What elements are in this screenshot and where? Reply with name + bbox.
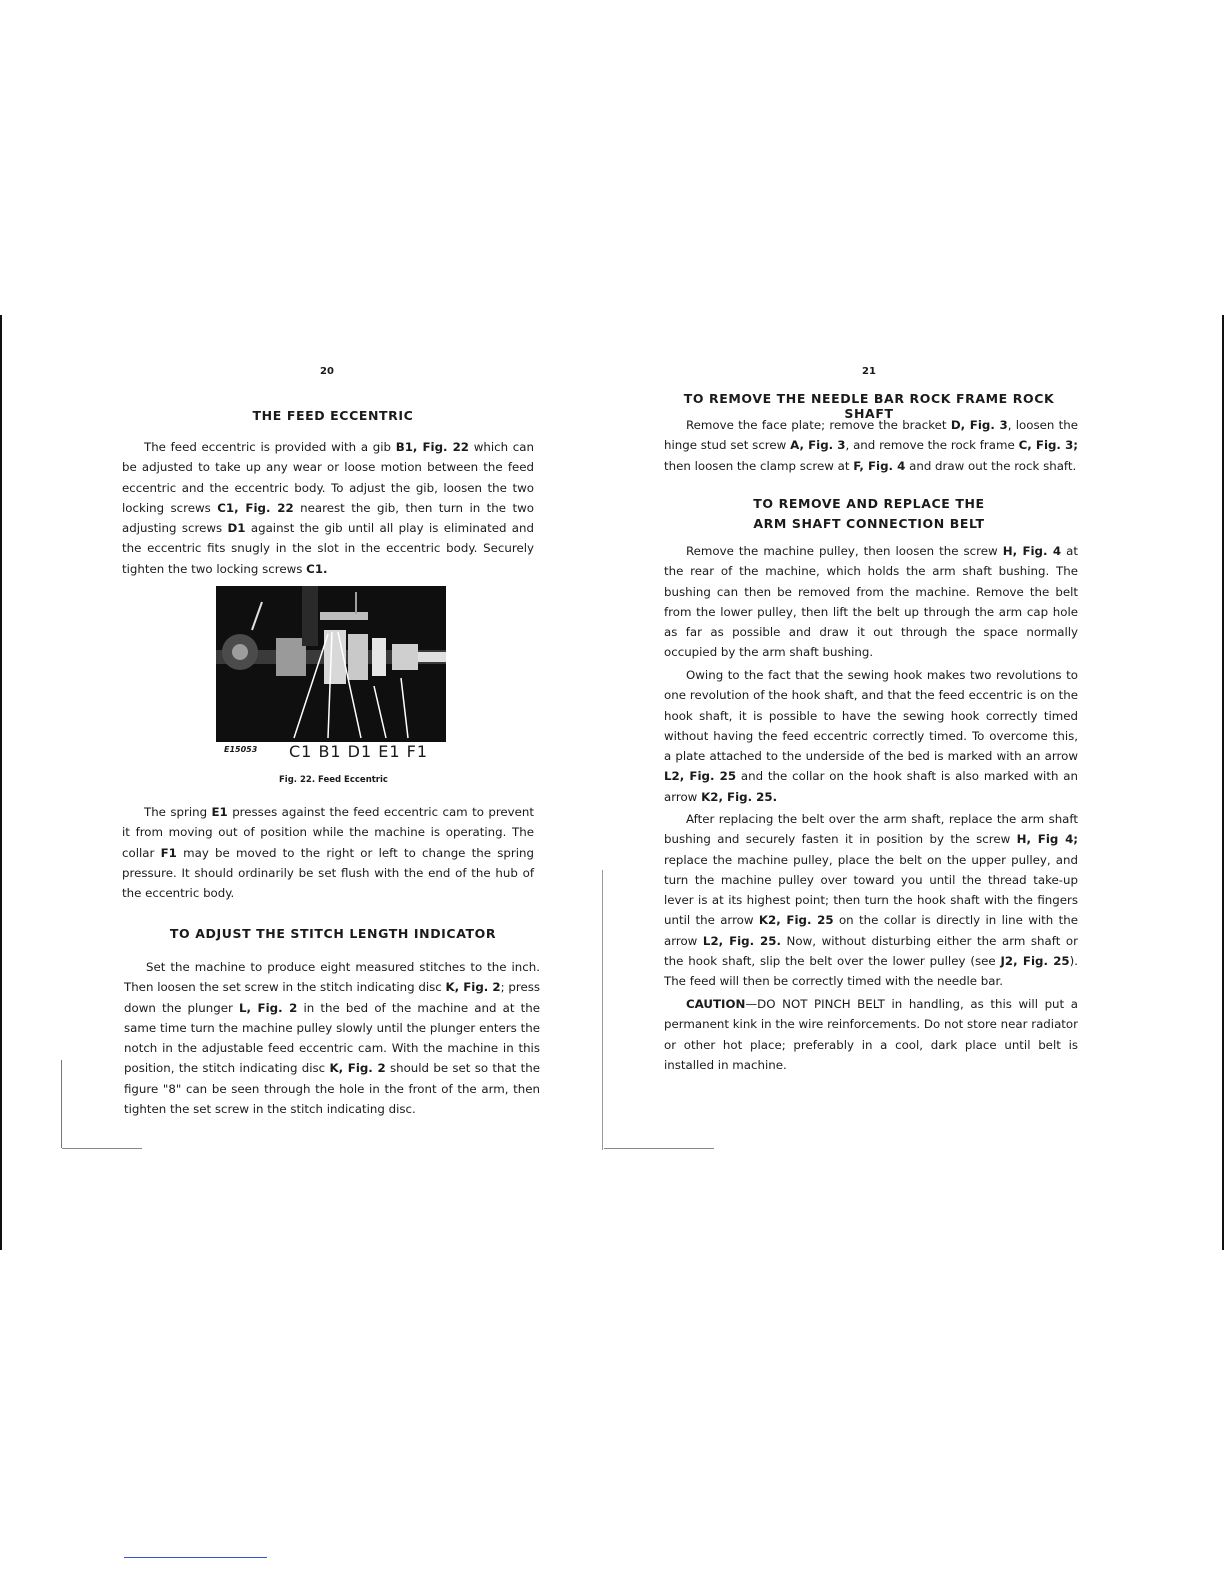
- section-title-belt-line2: ARM SHAFT CONNECTION BELT: [753, 516, 985, 531]
- text-run: nearest the gib, then turn in the two adjusting screws: [122, 500, 534, 536]
- section-title-feed-eccentric: THE FEED ECCENTRIC: [252, 408, 414, 423]
- text-run: and draw out the rock shaft.: [905, 458, 1077, 473]
- text-run: ; press down the plunger: [124, 980, 541, 1015]
- text-run: ). The feed will then be correctly timed with the needle bar.: [664, 954, 1078, 989]
- text-run: and the collar on the hook shaft is also marked with an arrow: [664, 769, 1078, 804]
- text-run: replace the machine pulley, place the belt on the upper pulley, and turn the machine pulley over toward you until the thread take-up lever is at its highest point; then turn the hook shaft with the fingers until the arrow: [664, 852, 1078, 928]
- bottom-link-underline: [124, 1557, 267, 1558]
- bold-reference: D, Fig. 3: [950, 418, 1008, 432]
- left-page-margin-line: [62, 1148, 142, 1149]
- rock-shaft-paragraph: [664, 415, 1078, 476]
- text-run: against the gib until all play is eliminated and the eccentric fits snugly in the slot in the eccentric body. Securely tighten the two locking screws: [122, 521, 534, 576]
- feed-eccentric-paragraph: [122, 437, 534, 579]
- bold-reference: E1: [211, 805, 228, 819]
- text-run: may be moved to the right or left to change the spring pressure. It should ordinarily be set flush with the end of the hub of the eccentric body.: [122, 845, 534, 901]
- bold-reference: K, Fig. 2: [329, 1061, 386, 1076]
- stitch-length-paragraph: [124, 957, 540, 1119]
- belt-paragraph-2: [664, 665, 1078, 807]
- page-number-right: 21: [862, 366, 876, 377]
- text-run: which can be adjusted to take up any wear or loose motion between the feed eccentric and the eccentric body. To adjust the gib, loosen the two locking screws: [122, 440, 534, 515]
- figure-caption: Fig. 22. Feed Eccentric: [279, 775, 388, 785]
- bold-reference: L2, Fig. 25.: [702, 933, 781, 948]
- text-run: at the rear of the machine, which holds the arm shaft bushing. The bushing can then be removed from the machine. Remove the belt from the lower pulley, then lift the belt up through the arm cap hole as far as possible and draw it out through the space normally occupied by the arm shaft bushing.: [664, 544, 1078, 660]
- bold-reference: CAUTION: [686, 997, 746, 1011]
- bold-reference: B1, Fig. 22: [395, 440, 470, 454]
- text-run: , loosen the hinge stud set screw: [664, 418, 1078, 453]
- bold-reference: J2, Fig. 25: [1000, 954, 1070, 969]
- bold-reference: C1.: [306, 561, 328, 576]
- text-run: The feed eccentric is provided with a gib: [144, 440, 396, 454]
- text-run: After replacing the belt over the arm shaft, replace the arm shaft bushing and securely fasten it in position by the screw: [664, 812, 1078, 847]
- machine-part-illustration: [216, 586, 446, 742]
- figure-part-labels: C1 B1 D1 E1 F1: [289, 742, 429, 761]
- left-page-side-line: [61, 1060, 62, 1148]
- text-run: in the bed of the machine and at the same time turn the machine pulley slowly until the plunger enters the notch in the adjustable feed eccentric cam. With the machine in this position, the stitch indicating disc: [124, 1000, 541, 1076]
- feed-eccentric-photo: [216, 586, 446, 742]
- bold-reference: F1: [160, 845, 177, 860]
- bold-reference: H, Fig. 4: [1002, 544, 1062, 558]
- bold-reference: K2, Fig. 25.: [701, 789, 778, 804]
- text-run: Set the machine to produce eight measured stitches to the inch. Then loosen the set screw in the stitch indicating disc: [124, 960, 540, 995]
- scan-left-edge: [0, 315, 2, 1250]
- bold-reference: A, Fig. 3: [790, 438, 846, 453]
- text-run: Owing to the fact that the sewing hook makes two revolutions to one revolution of the hook shaft, and that the feed eccentric is on the hook shaft, it is possible to have the sewing hook correctly timed without having the feed eccentric correctly timed. To overcome this, a plate attached to the underside of the bed is marked with an arrow: [664, 668, 1078, 764]
- section-title-rock-shaft: TO REMOVE THE NEEDLE BAR ROCK FRAME ROCK SHAFT: [683, 391, 1055, 421]
- bold-reference: F, Fig. 4: [853, 458, 906, 473]
- text-run: Remove the machine pulley, then loosen the screw: [686, 544, 1003, 558]
- bold-reference: H, Fig 4;: [1016, 832, 1078, 847]
- right-page-margin-line: [604, 1148, 714, 1149]
- belt-paragraph-1: [664, 541, 1078, 663]
- text-run: The spring: [144, 805, 212, 819]
- text-run: Remove the face plate; remove the bracket: [686, 418, 951, 432]
- text-run: should be set so that the figure "8" can be seen through the hole in the front of the arm, then tighten the set screw in the stitch indicating disc.: [124, 1061, 540, 1117]
- page-number-left: 20: [320, 366, 334, 377]
- figure-code: E15053: [224, 745, 258, 754]
- spring-paragraph: [122, 802, 534, 903]
- text-run: Now, without disturbing either the arm shaft or the hook shaft, slip the belt over the lower pulley (see: [664, 933, 1078, 969]
- text-run: then loosen the clamp screw at: [664, 458, 854, 473]
- bold-reference: C, Fig. 3;: [1018, 438, 1079, 453]
- bold-reference: K, Fig. 2: [445, 980, 501, 995]
- section-title-stitch-length: TO ADJUST THE STITCH LENGTH INDICATOR: [169, 926, 497, 941]
- bold-reference: C1, Fig. 22: [217, 500, 294, 515]
- bold-reference: L, Fig. 2: [239, 1000, 298, 1015]
- bold-reference: L2, Fig. 25: [664, 769, 737, 784]
- bold-reference: K2, Fig. 25: [758, 913, 834, 928]
- text-run: on the collar is directly in line with the arrow: [664, 913, 1078, 948]
- caution-paragraph: [664, 994, 1078, 1075]
- text-run: , and remove the rock frame: [845, 438, 1019, 453]
- belt-paragraph-3: [664, 809, 1078, 992]
- text-run: presses against the feed eccentric cam to prevent it from moving out of position while the machine is operating. The collar: [122, 805, 535, 860]
- bold-reference: D1: [227, 521, 246, 536]
- right-page-side-line: [602, 870, 603, 1150]
- text-run: —DO NOT PINCH BELT in handling, as this will put a permanent kink in the wire reinforcements. Do not store near radiator or other hot place; preferably in a cool, dark place until belt is installed in machine.: [664, 997, 1078, 1072]
- section-title-belt-line1: TO REMOVE AND REPLACE THE: [753, 496, 985, 511]
